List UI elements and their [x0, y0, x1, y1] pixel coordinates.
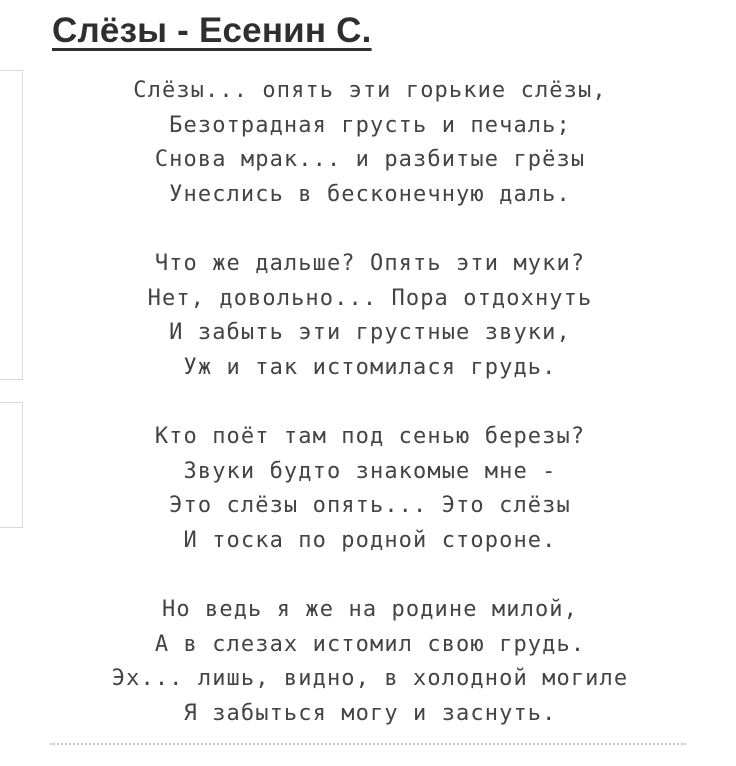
dotted-divider: [50, 743, 686, 745]
poem-line: Но ведь я же на родине милой,: [161, 597, 578, 622]
poem-line: Я забыться могу и заснуть.: [183, 700, 557, 726]
poem-line: Снова мрак... и разбитые грёзы: [154, 147, 586, 172]
stanza-4: [20, 593, 720, 731]
poem-body: [20, 74, 720, 766]
poem-line: Эх... лишь, видно, в холодной могиле: [111, 666, 629, 691]
poem-line: И забыть эти грустные звуки,: [169, 320, 571, 345]
poem-line: А в слезах истомил свою грудь.: [154, 631, 586, 657]
stanza-2: [20, 247, 720, 385]
stanza-3: [20, 420, 720, 558]
poem-line: Кто поёт там под сенью березы?: [154, 424, 586, 449]
poem-line: Звуки будто знакомые мне -: [183, 458, 557, 484]
page-title: Слёзы - Есенин С.: [52, 11, 372, 50]
poem-line: Безотрадная грусть и печаль;: [169, 112, 571, 138]
poem-line: Нет, довольно... Пора отдохнуть: [147, 285, 593, 311]
poem-line: Это слёзы опять... Это слёзы: [169, 493, 571, 518]
poem-line: Уж и так истомилася грудь.: [183, 354, 557, 380]
stanza-1: [20, 74, 720, 212]
poem-line: Унеслись в бесконечную даль.: [169, 181, 571, 207]
poem-line: И тоска по родной стороне.: [183, 527, 557, 553]
poem-line: Что же дальше? Опять эти муки?: [154, 251, 586, 276]
poem-line: Слёзы... опять эти горькие слёзы,: [133, 78, 607, 103]
